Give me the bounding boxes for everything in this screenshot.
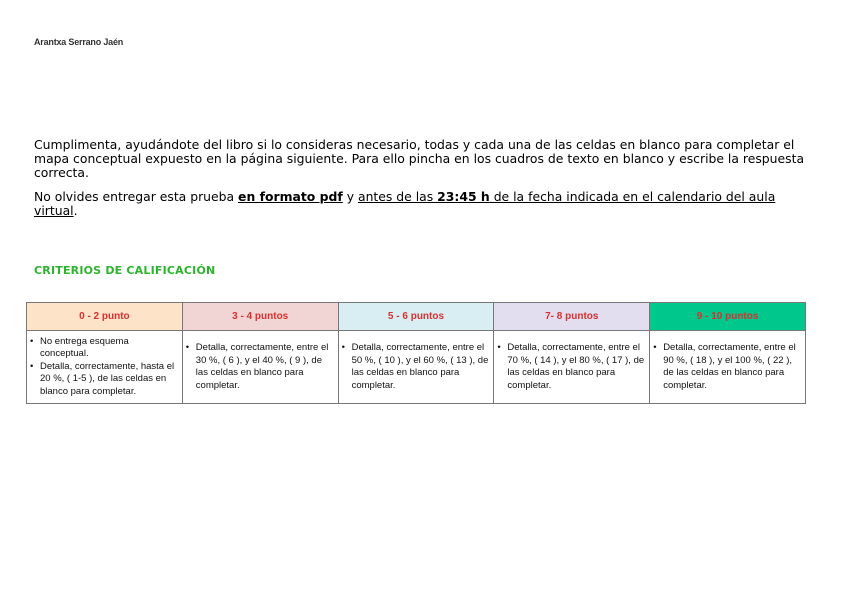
cell-9-10 — [650, 331, 806, 404]
instructions-end: . — [73, 203, 78, 218]
table-row — [27, 331, 806, 404]
deadline-suffix: de la fecha indicada en el calendario del aula virtual — [34, 189, 776, 218]
cell-7-8 — [494, 331, 650, 404]
list-item: • Detalla, correctamente, entre el 50 %, ( 10 ), y el 60 %, ( 13 ), de las celdas en blanco para completar. — [352, 342, 491, 392]
deadline-prefix: antes de las — [357, 189, 438, 204]
header-5-6: 5 - 6 puntos — [338, 303, 494, 331]
instructions-text: y — [342, 189, 358, 204]
header-0-2: 0 - 2 punto — [27, 303, 183, 331]
pdf-format-emphasis: en formato pdf — [238, 189, 343, 204]
header-7-8: 7- 8 puntos — [494, 303, 650, 331]
cell-0-2 — [27, 331, 183, 404]
grading-criteria-table — [26, 302, 806, 404]
list-item: • Detalla, correctamente, hasta el 20 %, ( 1-5 ), de las celdas en blanco para completar. — [40, 361, 179, 399]
criteria-title: CRITERIOS DE CALIFICACIÓN — [34, 264, 216, 277]
list-item: • No entrega esquema conceptual. — [40, 336, 179, 361]
author-name: Arantxa Serrano Jaén — [34, 37, 124, 47]
instructions — [34, 138, 814, 218]
header-9-10: 9 - 10 puntos — [650, 303, 806, 331]
instructions-paragraph-2 — [34, 190, 814, 218]
list-item: • Detalla, correctamente, entre el 90 %, ( 18 ), y el 100 %, ( 22 ), de las celdas en blanco para completar. — [663, 342, 802, 392]
list-item: • Detalla, correctamente, entre el 30 %, ( 6 ), y el 40 %, ( 9 ), de las celdas en blanco para completar. — [196, 342, 335, 392]
header-3-4: 3 - 4 puntos — [182, 303, 338, 331]
table-header-row — [27, 303, 806, 331]
deadline-time: 23:45 h — [437, 189, 490, 204]
instructions-paragraph-1: Cumplimenta, ayudándote del libro si lo consideras necesario, todas y cada una de las celdas en blanco para completar el mapa conceptual expuesto en la página siguiente. Para ello pincha en los cuadros de texto en blanco y escribe la respuesta correcta. — [34, 137, 805, 180]
cell-5-6 — [338, 331, 494, 404]
list-item: • Detalla, correctamente, entre el 70 %, ( 14 ), y el 80 %, ( 17 ), de las celdas en blanco para completar. — [507, 342, 646, 392]
instructions-text: No olvides entregar esta prueba — [34, 189, 239, 204]
cell-3-4 — [182, 331, 338, 404]
